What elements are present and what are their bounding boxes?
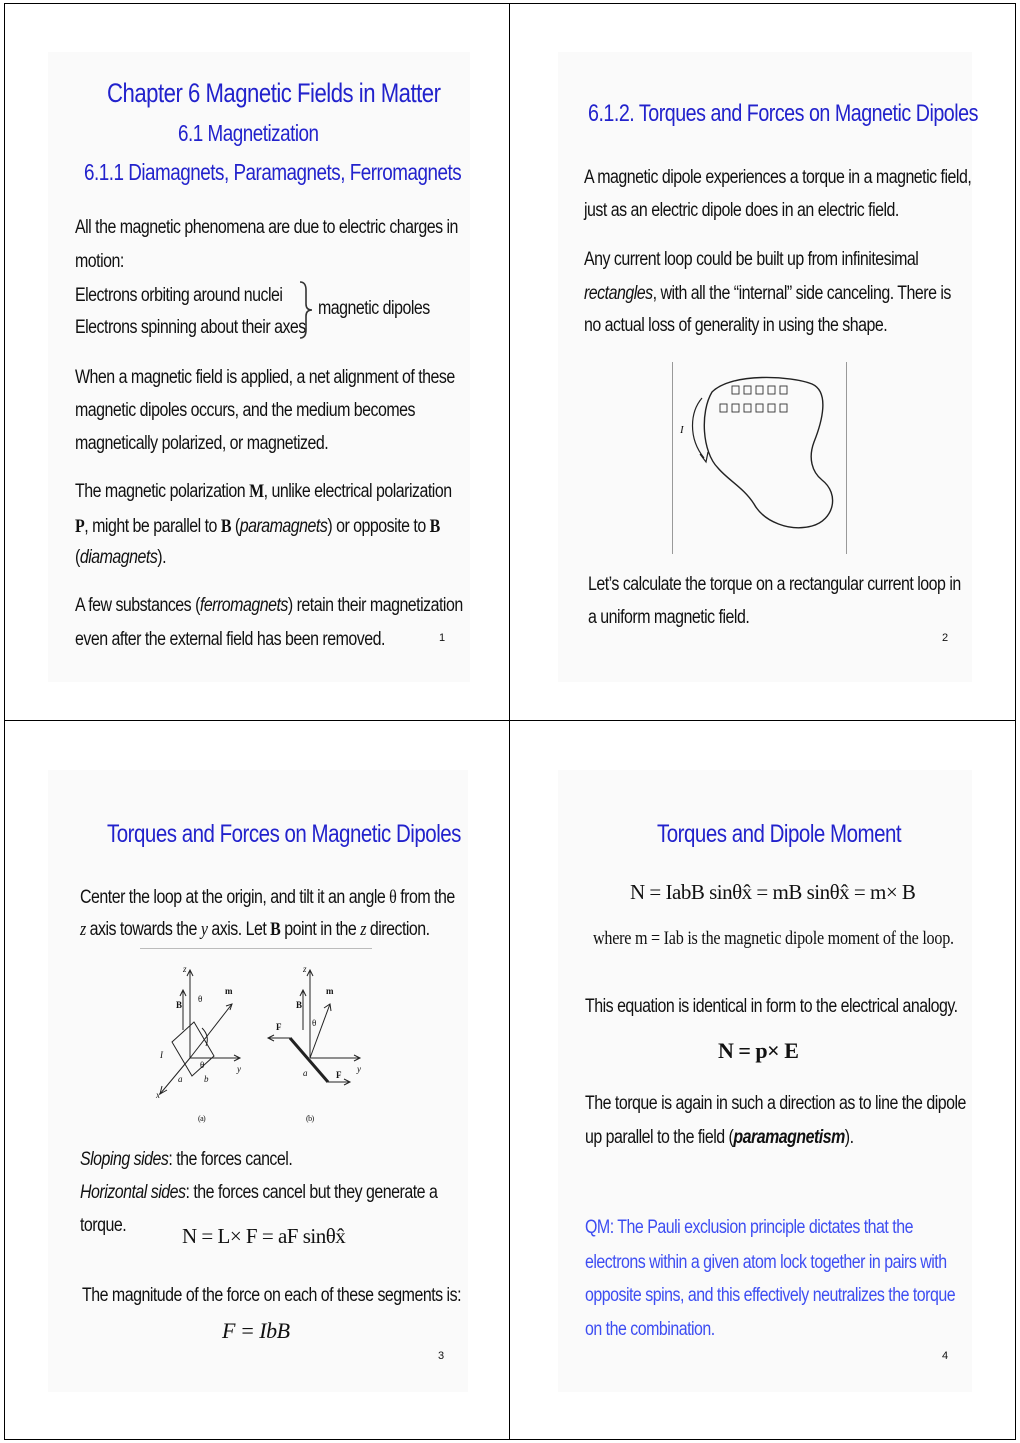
slide-3-torque-word: torque. — [80, 1215, 127, 1236]
slide-1-brace-label: magnetic dipoles — [318, 298, 430, 319]
slide-4-qm-line-4: on the combination. — [585, 1319, 715, 1340]
slide-3-force-equation: F = IbB — [222, 1318, 290, 1343]
frame-center-horizontal — [4, 720, 1016, 721]
slide-2-para-1-line-2: just as an electric dipole does in an electric field. — [584, 200, 899, 221]
slide-3-para-3: The magnitude of the force on each of these segments is: — [82, 1285, 462, 1306]
current-loop-drawing — [672, 362, 847, 554]
slide-2-para-1-line-1: A magnetic dipole experiences a torque in a magnetic field, — [584, 167, 972, 188]
slide-1-para-2-line-3: magnetically polarized, or magnetized. — [75, 433, 329, 454]
fig-a-a-label: a — [178, 1074, 182, 1084]
slide-2-para-3-line-1: Let’s calculate the torque on a rectangular current loop in — [588, 574, 961, 595]
slide-4-qm-line-2: electrons within a given atom lock together in pairs with — [585, 1252, 947, 1273]
fig-b-F-right-label: F — [336, 1070, 341, 1080]
slide-1-para-3-line-3: (diamagnets). — [75, 547, 167, 568]
slide-1-para-1-line-2: motion: — [75, 251, 124, 272]
slide-1-subtitle-1: 6.1 Magnetization — [178, 120, 319, 146]
slide-2-page-number: 2 — [942, 632, 949, 644]
slide-2-para-2-line-3: no actual loss of generality in using the shape. — [584, 315, 888, 336]
slide-3-title: Torques and Forces on Magnetic Dipoles — [107, 820, 461, 848]
fig-a-theta-1-label: θ — [198, 994, 202, 1004]
slide-3-page-number: 3 — [438, 1350, 445, 1362]
slide-2-para-2-line-2: rectangles, with all the “internal” side canceling. There is — [584, 283, 951, 304]
slide-3-sloping-line: Sloping sides: the forces cancel. — [80, 1149, 293, 1170]
fig-b-z-label: z — [303, 964, 306, 974]
fig-b-B-label: B — [296, 1000, 302, 1010]
slide-4-qm-line-3: opposite spins, and this effectively neutralizes the torque — [585, 1285, 956, 1306]
frame-left — [4, 3, 5, 1440]
slide-1-item-1: Electrons orbiting around nuclei — [75, 285, 283, 306]
slide-1-para-1-line-1: All the magnetic phenomena are due to electric charges in — [75, 217, 458, 238]
slide-4-page-number: 4 — [942, 1350, 949, 1362]
fig-a-y-label: y — [237, 1064, 241, 1074]
slide-4-title: Torques and Dipole Moment — [657, 820, 902, 848]
slide-1-para-2-line-2: magnetic dipoles occurs, and the medium becomes — [75, 400, 416, 421]
slide-4-torque-equation: N = IabB sinθx̂ = mB sinθx̂ = m× B — [630, 880, 916, 904]
frame-top — [4, 3, 1016, 4]
slide-3-torque-equation: N = L× F = aF sinθx̂ — [182, 1224, 346, 1248]
fig-b-caption: (b) — [306, 1114, 314, 1123]
fig-b-theta-label: θ — [312, 1018, 316, 1028]
slide-4-para-2-line-2: up parallel to the field (paramagnetism). — [585, 1127, 854, 1148]
fig-a-m-label: m — [225, 986, 232, 996]
fig-b-m-label: m — [326, 986, 333, 996]
slide-1-subtitle-2: 6.1.1 Diamagnets, Paramagnets, Ferromagnets — [84, 159, 462, 185]
slide-4-para-1: This equation is identical in form to the electrical analogy. — [585, 996, 958, 1017]
slide-4-para-2-line-1: The torque is again in such a direction as to line the dipole — [585, 1093, 966, 1114]
slide-1-page-number: 1 — [439, 632, 446, 644]
slide-3-para-1-line-1: Center the loop at the origin, and tilt it an angle θ from the — [80, 887, 455, 908]
figure-current-label: I — [680, 424, 684, 436]
slide-3-horizontal-line: Horizontal sides: the forces cancel but they generate a — [80, 1182, 438, 1203]
slide-4-qm-line-1: QM: The Pauli exclusion principle dictates that the — [585, 1217, 913, 1238]
slide-1-para-3-line-1: The magnetic polarization M, unlike electrical polarization — [75, 481, 452, 502]
frame-bottom — [4, 1439, 1016, 1440]
frame-right — [1015, 3, 1016, 1440]
fig-b-a-label: a — [303, 1068, 307, 1078]
fig-a-z-label: z — [183, 964, 186, 974]
brace-icon — [296, 280, 316, 340]
fig-b-y-label: y — [357, 1064, 361, 1074]
slide-3-para-1-line-2: z axis towards the y axis. Let B point in the z direction. — [80, 919, 430, 940]
slide-1-item-2: Electrons spinning about their axes — [75, 317, 306, 338]
slide-2-para-2-line-1: Any current loop could be built up from infinitesimal — [584, 249, 919, 270]
slide-1-para-4-line-1: A few substances (ferromagnets) retain their magnetization — [75, 595, 463, 616]
slide-1-para-4-line-2: even after the external field has been removed. — [75, 629, 385, 650]
fig-a-I-label: I — [160, 1050, 163, 1060]
slide-1-para-2-line-1: When a magnetic field is applied, a net alignment of these — [75, 367, 455, 388]
slide-4-where-line: where m = Iab is the magnetic dipole moment of the loop. — [593, 928, 954, 949]
frame-center-vertical — [509, 3, 510, 1440]
figure-top-rule — [140, 948, 372, 949]
fig-b-F-left-label: F — [276, 1022, 281, 1032]
tilted-loop-drawing — [150, 960, 370, 1120]
slide-2-title: 6.1.2. Torques and Forces on Magnetic Dipoles — [588, 100, 978, 127]
slide-4-electric-equation: N = p× E — [718, 1038, 799, 1063]
fig-a-x-label: x — [156, 1090, 160, 1100]
fig-a-caption: (a) — [198, 1114, 206, 1123]
slide-1-para-3-line-2: P, might be parallel to B (paramagnets) or opposite to B — [75, 516, 440, 537]
fig-a-b-label: b — [204, 1074, 208, 1084]
fig-a-B-label: B — [176, 1000, 182, 1010]
slide-1-title: Chapter 6 Magnetic Fields in Matter — [107, 78, 441, 108]
fig-a-theta-2-label: θ — [200, 1060, 204, 1070]
slide-2-para-3-line-2: a uniform magnetic field. — [588, 607, 750, 628]
